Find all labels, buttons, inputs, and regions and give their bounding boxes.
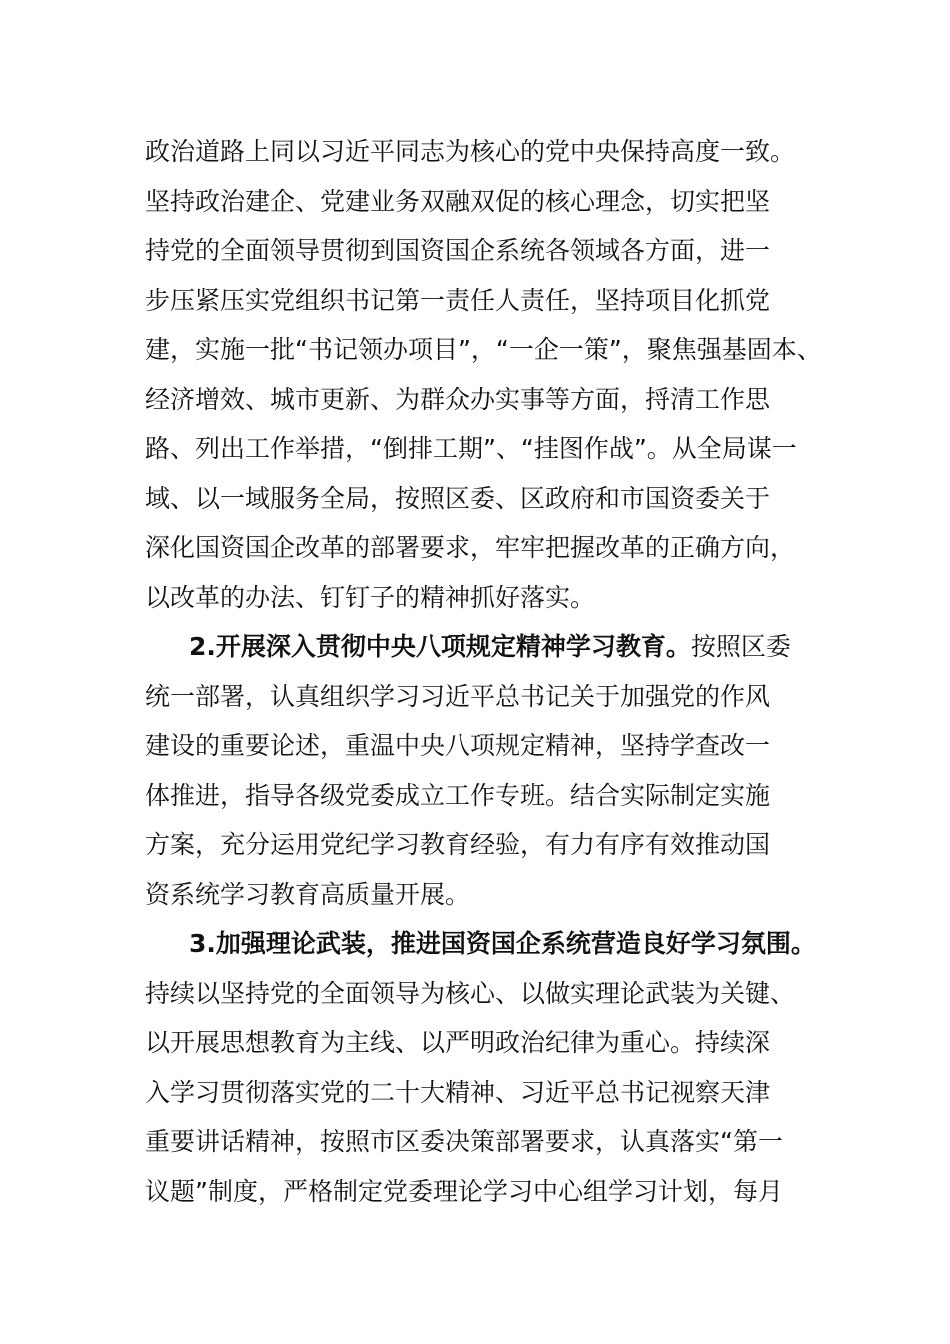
- text-line: 步压紧压实党组织书记第一责任人责任，坚持项目化抓党: [145, 285, 771, 315]
- text-line: 方案，充分运用党纪学习教育经验，有力有序有效推动国: [145, 830, 771, 859]
- text-line: 路、列出工作举措，“倒排工期”、“挂图作战”。从全局谋一: [145, 434, 797, 463]
- text-line: 域、以一域服务全局，按照区委、区政府和市国资委关于: [145, 483, 771, 513]
- text-line: 资系统学习教育高质量开展。: [145, 879, 471, 909]
- text-line: 以改革的办法、钉钉子的精神抓好落实。: [145, 582, 596, 612]
- text-line: 建，实施一批“书记领办项目”，“一企一策”，聚焦强基固本、: [145, 335, 822, 364]
- section-2-first-line: [145, 622, 825, 672]
- text-line: 体推进，指导各级党委成立工作专班。结合实际制定实施: [145, 780, 771, 810]
- text-line: 以开展思想教育为主线、以严明政治纪律为重心。持续深: [145, 1028, 771, 1057]
- section-3-heading: 3.加强理论武装，推进国资国企系统营造良好学习氛围。: [189, 929, 816, 958]
- text-line: 持党的全面领导贯彻到国资国企系统各领域各方面，进一: [145, 236, 771, 265]
- text-line: 议题”制度，严格制定党委理论学习中心组学习计划，每月: [145, 1176, 783, 1206]
- text-line: 政治道路上同以习近平同志为核心的党中央保持高度一致。: [145, 137, 796, 166]
- section-2-first-line-rest: 按照区委: [690, 632, 791, 661]
- section-2-heading: 2.开展深入贯彻中央八项规定精神学习教育。: [189, 632, 691, 661]
- text-line: 重要讲话精神，按照市区委决策部署要求，认真落实“第一: [145, 1127, 783, 1156]
- text-line: 持续以坚持党的全面领导为核心、以做实理论武装为关键、: [145, 978, 796, 1008]
- text-line: 坚持政治建企、党建业务双融双促的核心理念，切实把坚: [145, 186, 771, 216]
- text-line: 入学习贯彻落实党的二十大精神、习近平总书记视察天津: [145, 1077, 771, 1107]
- text-line: 建设的重要论述，重温中央八项规定精神，坚持学查改一: [145, 731, 771, 760]
- text-line: 统一部署，认真组织学习习近平总书记关于加强党的作风: [145, 681, 771, 711]
- text-line: 经济增效、城市更新、为群众办实事等方面，捋清工作思: [145, 384, 771, 414]
- text-line: 深化国资国企改革的部署要求，牢牢把握改革的正确方向，: [145, 533, 796, 562]
- body-text: [145, 127, 825, 1216]
